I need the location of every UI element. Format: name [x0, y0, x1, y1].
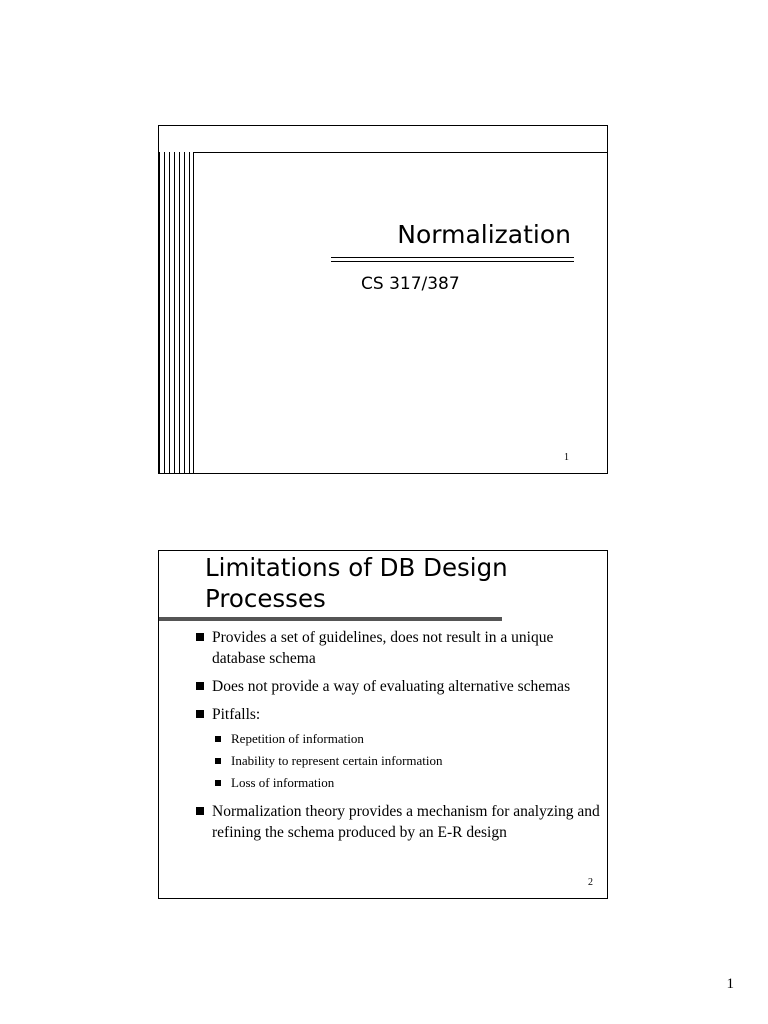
decorative-stripes	[159, 152, 194, 473]
slide-title-line: Processes	[205, 584, 326, 613]
slide-2	[158, 550, 608, 899]
slide-title	[205, 552, 508, 614]
sub-bullet-item: Repetition of information	[214, 728, 601, 750]
slide-1	[158, 125, 608, 474]
sub-bullet-item: Inability to represent certain information	[214, 750, 601, 772]
sub-bullet-item: Loss of information	[214, 772, 601, 794]
bullet-text: Does not provide a way of evaluating alternative schemas	[212, 678, 571, 695]
slide-subtitle: CS 317/387	[361, 274, 460, 294]
slide-title: Normalization	[397, 220, 571, 249]
bullet-list	[195, 627, 601, 850]
slide-title-line: Limitations of DB Design	[205, 553, 508, 582]
bullet-text: Pitfalls:	[212, 706, 261, 723]
bullet-item	[195, 704, 601, 794]
bullet-text: Provides a set of guidelines, does not result in a unique database schema	[212, 629, 554, 667]
bullet-item	[195, 801, 601, 843]
title-underline	[331, 257, 574, 262]
slide-number: 2	[588, 877, 593, 888]
bullet-text: Normalization theory provides a mechanism for analyzing and refining the schema produced by an E-R design	[212, 803, 600, 841]
title-underline-bar	[159, 617, 502, 621]
bullet-item	[195, 627, 601, 669]
slide-number: 1	[564, 452, 569, 463]
bullet-item	[195, 676, 601, 697]
page-number: 1	[726, 976, 734, 992]
sub-bullet-list	[212, 728, 601, 794]
slide-header-bar	[159, 126, 607, 153]
